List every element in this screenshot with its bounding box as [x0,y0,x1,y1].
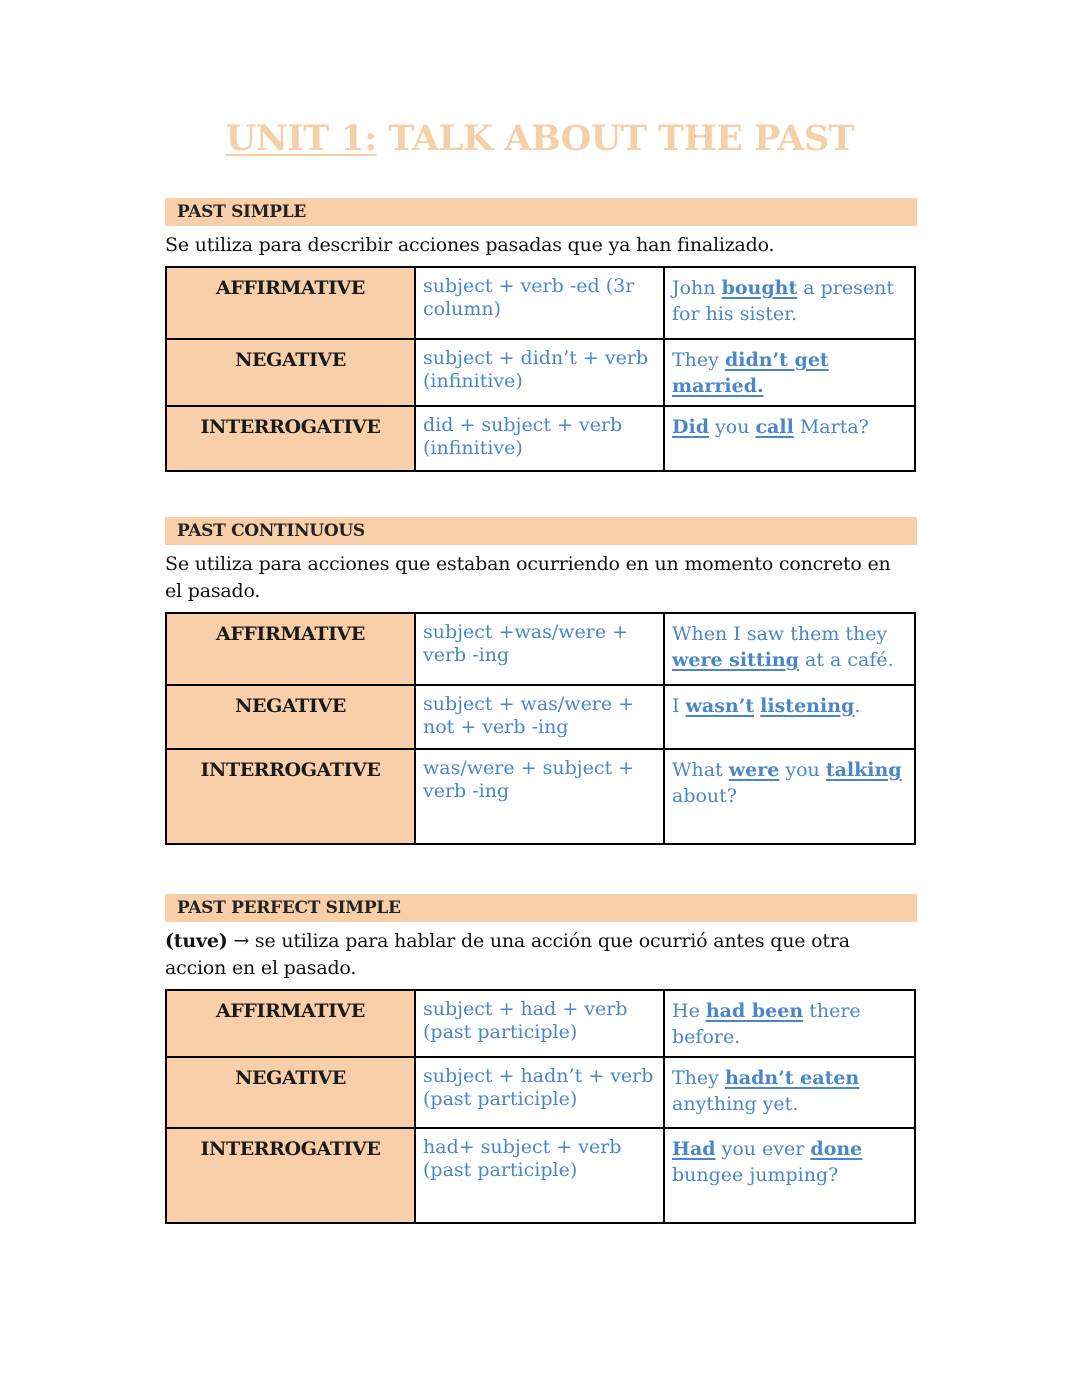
grammar-table [165,266,916,472]
example-text: about? [672,785,737,807]
example-verb: were [728,759,780,781]
section-past-perfect-simple [165,894,917,1224]
row-example [664,749,915,844]
row-form: subject + verb -ed (3r column) [415,267,664,339]
row-type: INTERROGATIVE [166,749,415,844]
example-text: you ever [715,1138,811,1160]
section-past-simple [165,198,917,472]
table-row [166,1128,915,1223]
example-text: bungee jumping? [672,1164,839,1186]
example-verb: done [810,1138,863,1160]
row-type: NEGATIVE [166,685,415,749]
example-text: a present for his sister. [672,277,894,325]
example-verb: Did [672,416,709,438]
table-row [166,685,915,749]
section-description: Se utiliza para describir acciones pasadas que ya han finalizado. [165,234,775,256]
table-row [166,990,915,1057]
example-verb: were sitting [672,649,799,671]
row-type: AFFIRMATIVE [166,613,415,685]
example-verb: bought [721,277,798,299]
row-form: subject + was/were + not + verb -ing [415,685,664,749]
example-verb: call [755,416,794,438]
row-example [664,339,915,406]
title-unit-label: UNIT 1: [225,118,377,159]
row-type: INTERROGATIVE [166,1128,415,1223]
table-row [166,613,915,685]
row-form: had+ subject + verb (past participle) [415,1128,664,1223]
row-type: NEGATIVE [166,1057,415,1128]
example-verb: Had [672,1138,716,1160]
section-heading: PAST SIMPLE [165,198,917,226]
example-text: When I saw them they [672,623,888,645]
table-row [166,267,915,339]
row-form: did + subject + verb (infinitive) [415,406,664,471]
row-example [664,267,915,339]
row-example [664,1128,915,1223]
example-verb: talking [825,759,902,781]
row-example [664,406,915,471]
page-title [0,118,1080,159]
row-type: AFFIRMATIVE [166,990,415,1057]
row-form: subject + didn’t + verb (infinitive) [415,339,664,406]
example-text: John [672,277,722,299]
row-form: subject + had + verb (past participle) [415,990,664,1057]
example-verb: had been [705,1000,804,1022]
section-heading: PAST CONTINUOUS [165,517,917,545]
example-text: you [708,416,756,438]
example-verb: listening [760,695,855,717]
row-form: was/were + subject + verb -ing [415,749,664,844]
section-heading: PAST PERFECT SIMPLE [165,894,917,922]
table-row [166,749,915,844]
row-type: INTERROGATIVE [166,406,415,471]
section-description: Se utiliza para acciones que estaban ocurriendo en un momento concreto en el pasado. [165,553,891,602]
example-text: you [779,759,826,781]
table-row [166,406,915,471]
example-text: anything yet. [672,1093,799,1115]
example-text: there before. [672,1000,861,1048]
grammar-table [165,612,916,845]
example-text: They [672,349,725,371]
section-past-continuous [165,517,917,845]
grammar-table [165,989,916,1224]
section-description: (tuve) → se utiliza para hablar de una acción que ocurrió antes que otra accion en el pasado. [165,930,850,979]
example-verb: didn’t get married. [672,349,829,397]
example-text: He [672,1000,706,1022]
row-form: subject + hadn’t + verb (past participle) [415,1057,664,1128]
example-text: I [672,695,686,717]
example-text: They [672,1067,725,1089]
table-row [166,1057,915,1128]
row-example [664,685,915,749]
row-type: AFFIRMATIVE [166,267,415,339]
row-type: NEGATIVE [166,339,415,406]
example-text: at a café. [798,649,894,671]
example-text: Marta? [793,416,869,438]
title-text: TALK ABOUT THE PAST [376,118,855,159]
table-row [166,339,915,406]
row-example [664,1057,915,1128]
row-form: subject +was/were + verb -ing [415,613,664,685]
example-text: What [672,759,729,781]
example-verb: wasn’t [685,695,755,717]
example-verb: hadn’t eaten [724,1067,860,1089]
row-example [664,613,915,685]
row-example [664,990,915,1057]
example-text: . [854,695,861,717]
